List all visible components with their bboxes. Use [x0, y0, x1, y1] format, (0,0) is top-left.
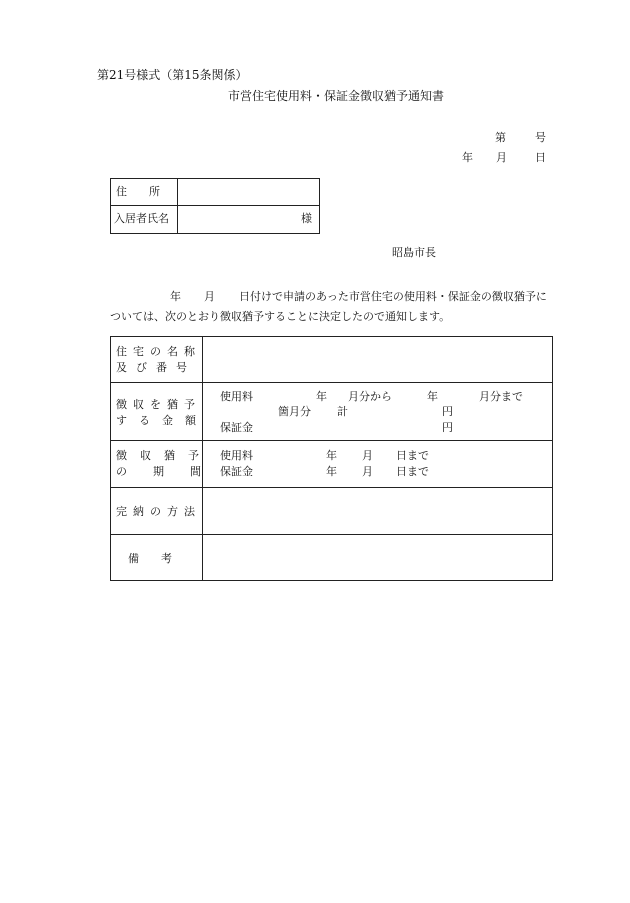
date-month: 月 — [496, 151, 507, 164]
amount-month-to: 月分まで — [479, 390, 523, 403]
amount-total-label: 計 — [337, 405, 348, 418]
issuer: 昭島市長 — [392, 246, 436, 259]
housing-name-label-line2: 及び番号 — [116, 361, 196, 374]
document-title: 市営住宅使用料・保証金徴収猶予通知書 — [228, 89, 445, 103]
recipient-col-divider — [177, 178, 178, 234]
body-month: 月 — [204, 290, 215, 303]
period-deposit-until: 日まで — [396, 465, 429, 478]
body-line1: 日付けで申請のあった市営住宅の使用料・保証金の徴収猶予に — [239, 290, 547, 303]
payment-method-label: 完納の方法 — [116, 505, 201, 518]
amount-deposit-label: 保証金 — [220, 421, 253, 434]
date-day: 日 — [535, 151, 546, 164]
amount-year-from: 年 — [316, 390, 327, 403]
period-deposit-year: 年 — [326, 465, 337, 478]
honorific: 様 — [301, 212, 312, 225]
row-divider-1 — [110, 382, 553, 383]
form-number: 第21号様式（第15条関係） — [97, 68, 248, 82]
deferral-amount-label-line2: する金額 — [116, 414, 208, 427]
row-divider-4 — [110, 534, 553, 535]
deferral-period-label-line1: 徴収猶予 — [116, 449, 212, 462]
amount-usage-fee-label: 使用料 — [220, 390, 253, 403]
amount-yen-usage: 円 — [442, 405, 453, 418]
doc-number-prefix: 第 — [495, 131, 506, 144]
period-usage-month: 月 — [362, 449, 373, 462]
amount-yen-deposit: 円 — [442, 421, 453, 434]
recipient-divider — [110, 205, 320, 206]
period-deposit-month: 月 — [362, 465, 373, 478]
housing-name-label-line1: 住宅の名称 — [116, 345, 201, 358]
row-divider-3 — [110, 487, 553, 488]
period-usage-fee-label: 使用料 — [220, 449, 253, 462]
period-deposit-label: 保証金 — [220, 465, 253, 478]
amount-year-to: 年 — [427, 390, 438, 403]
row-divider-2 — [110, 440, 553, 441]
body-year: 年 — [170, 290, 181, 303]
body-line2: ついては、次のとおり徴収猶予することに決定したので通知します。 — [110, 310, 451, 323]
period-usage-year: 年 — [326, 449, 337, 462]
address-label: 住 所 — [116, 185, 160, 198]
deferral-amount-label-line1: 徴収を猶予 — [116, 398, 201, 411]
remarks-label: 備 考 — [128, 552, 172, 565]
period-usage-until: 日まで — [396, 449, 429, 462]
amount-month-from: 月分から — [348, 390, 392, 403]
resident-name-label: 入居者氏名 — [114, 212, 169, 225]
deferral-period-label-line2: の期間 — [116, 465, 227, 478]
doc-number-suffix: 号 — [535, 131, 546, 144]
amount-months-count: 箇月分 — [278, 405, 311, 418]
date-year: 年 — [462, 151, 473, 164]
